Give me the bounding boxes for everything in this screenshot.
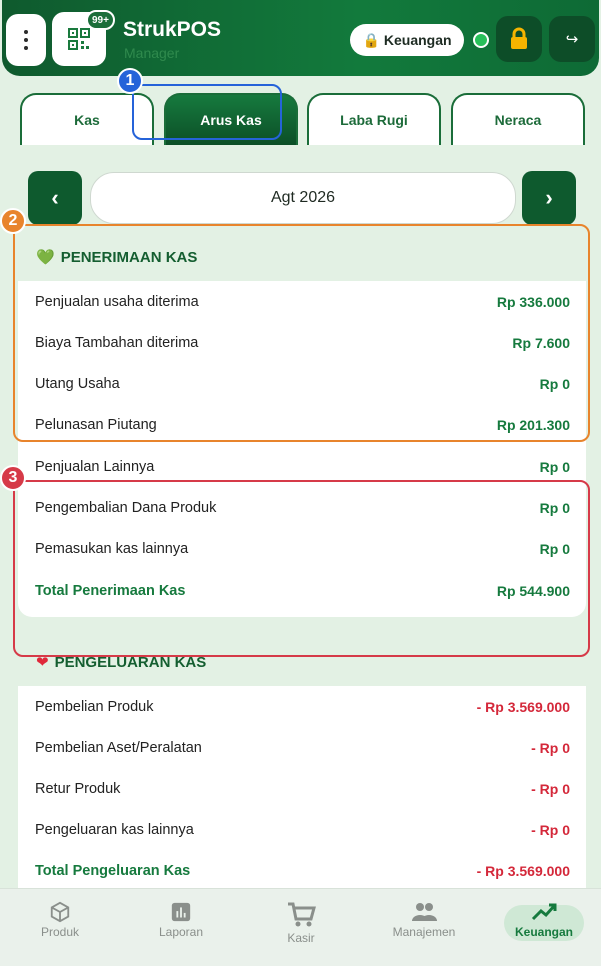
annotation-marker-2: 2 [0, 208, 26, 234]
total-row [18, 850, 586, 891]
row-value: Rp 0 [539, 375, 570, 392]
row-label: Pelunasan Piutang [35, 416, 157, 433]
lock-icon: 🔒 [362, 31, 380, 48]
row-label: Pembelian Produk [35, 698, 154, 715]
chevron-right-icon: › [545, 185, 553, 210]
nav-label: Laporan [158, 925, 204, 939]
row-label: Pengembalian Dana Produk [35, 499, 217, 516]
bar-chart-icon [170, 901, 192, 923]
tab-arus-kas[interactable] [164, 93, 298, 145]
online-status-dot [473, 32, 489, 48]
prev-month-button[interactable] [28, 171, 82, 225]
row-value: - Rp 0 [531, 780, 570, 797]
receipts-card [18, 281, 586, 617]
bottom-navigation [0, 888, 601, 966]
cart-icon [286, 901, 316, 929]
row-value: Rp 7.600 [512, 334, 570, 351]
table-row [18, 322, 586, 363]
tab-kas-label: Kas [74, 112, 100, 128]
table-row [18, 363, 586, 404]
finance-pill-label: Keuangan [383, 32, 452, 48]
row-value: Rp 0 [539, 458, 570, 475]
nav-label: Produk [40, 925, 80, 939]
kebab-menu-icon [24, 30, 28, 50]
row-value: - Rp 3.569.000 [476, 698, 570, 715]
tab-neraca-label: Neraca [494, 112, 542, 128]
tab-laba-rugi[interactable] [307, 93, 441, 145]
row-label: Pemasukan kas lainnya [35, 540, 189, 557]
row-value: Rp 336.000 [496, 293, 570, 310]
row-label: Pembelian Aset/Peralatan [35, 739, 202, 756]
row-value: Rp 0 [539, 499, 570, 516]
nav-label: Kasir [287, 931, 315, 945]
annotation-marker-1: 1 [117, 68, 143, 94]
logout-button[interactable] [549, 16, 595, 62]
row-label: Biaya Tambahan diterima [35, 334, 199, 351]
trend-icon [531, 901, 557, 923]
menu-button[interactable] [6, 14, 46, 66]
total-label: Total Pengeluaran Kas [35, 862, 191, 879]
nav-manajemen[interactable] [374, 901, 474, 939]
total-label: Total Penerimaan Kas [35, 582, 186, 599]
receipts-section-header [16, 233, 586, 281]
table-row [18, 727, 586, 768]
month-label: Agt 2026 [270, 189, 336, 206]
month-selector[interactable] [90, 172, 516, 224]
expenses-title: PENGELUARAN KAS [54, 653, 207, 671]
nav-laporan[interactable] [131, 901, 231, 939]
box-icon [49, 901, 71, 923]
finance-lock-pill[interactable] [350, 24, 464, 56]
nav-keuangan[interactable] [494, 901, 594, 939]
row-label: Utang Usaha [35, 375, 120, 392]
table-row [18, 686, 586, 727]
red-heart-icon: ❤ [36, 654, 49, 671]
row-label: Penjualan Lainnya [35, 458, 155, 475]
nav-produk[interactable] [10, 901, 110, 939]
row-label: Pengeluaran kas lainnya [35, 821, 194, 838]
total-value: Rp 544.900 [496, 582, 570, 599]
green-heart-icon: 💚 [36, 249, 55, 266]
nav-kasir[interactable] [251, 901, 351, 945]
logout-icon: ↪ [565, 31, 579, 48]
app-header [2, 0, 599, 76]
row-value: - Rp 0 [531, 821, 570, 838]
user-role: Manager [124, 45, 180, 61]
row-value: Rp 0 [539, 540, 570, 557]
total-row [18, 570, 586, 611]
table-row [18, 809, 586, 850]
table-row [18, 528, 586, 569]
total-value: - Rp 3.569.000 [476, 862, 570, 879]
expenses-card [18, 686, 586, 891]
nav-label: Manajemen [392, 925, 456, 939]
qr-code-icon [67, 27, 91, 51]
table-row [18, 487, 586, 528]
row-label: Penjualan usaha diterima [35, 293, 199, 310]
receipts-title: PENERIMAAN KAS [60, 248, 198, 266]
annotation-marker-3: 3 [0, 465, 26, 491]
table-row [18, 281, 586, 322]
table-row [18, 768, 586, 809]
tab-kas[interactable] [20, 93, 154, 145]
lock-button[interactable] [496, 16, 542, 62]
table-row [18, 404, 586, 445]
row-value: Rp 201.300 [496, 416, 570, 433]
table-row [18, 446, 586, 487]
nav-label: Keuangan [514, 925, 573, 939]
next-month-button[interactable] [522, 171, 576, 225]
expenses-section-header [16, 638, 586, 686]
chevron-left-icon: ‹ [51, 185, 59, 210]
people-icon [411, 901, 437, 923]
row-label: Retur Produk [35, 780, 121, 797]
row-value: - Rp 0 [531, 739, 570, 756]
padlock-icon [508, 27, 530, 51]
tab-neraca[interactable] [451, 93, 585, 145]
notification-badge: 99+ [86, 10, 115, 30]
tab-arus-kas-label: Arus Kas [200, 112, 262, 128]
tab-laba-rugi-label: Laba Rugi [340, 112, 408, 128]
app-title: StrukPOS [123, 18, 222, 41]
